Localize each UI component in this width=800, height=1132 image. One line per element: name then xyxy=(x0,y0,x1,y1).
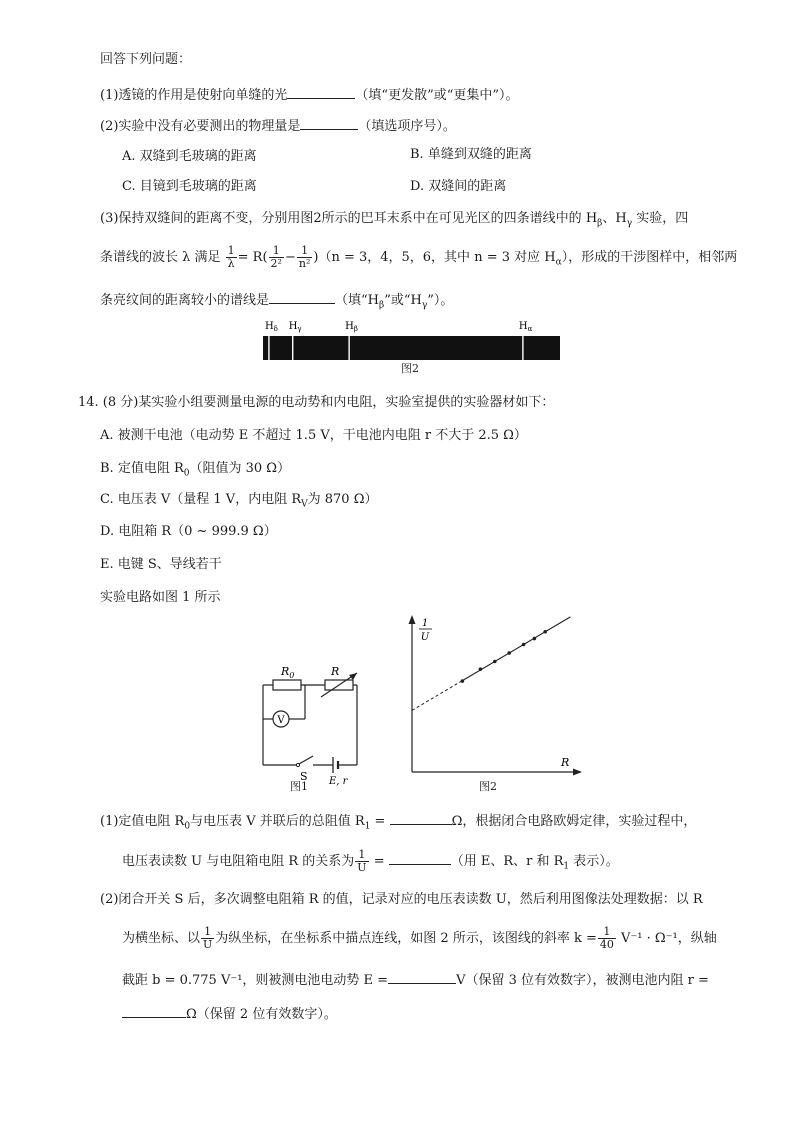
fraction xyxy=(355,849,368,874)
text: 条谱线的波长 λ 满足 xyxy=(100,250,221,265)
text: 截距 b = 0.775 V⁻¹，则被测电池电动势 E = xyxy=(122,973,389,988)
graph-figure-label: 图2 xyxy=(479,780,497,793)
subscript: V xyxy=(301,499,308,510)
q13-part2-hint: （填选项序号）。 xyxy=(358,119,456,134)
text: 为纵坐标，在坐标系中描点连线，如图 2 所示，该图线的斜率 k = xyxy=(215,931,597,946)
subscript: γ xyxy=(626,218,633,229)
subscript: α xyxy=(555,257,562,268)
subscript: 0 xyxy=(183,468,190,479)
subscript: 1 xyxy=(563,861,570,872)
text: V⁻¹ · Ω⁻¹，纵轴 xyxy=(616,931,717,946)
battery-label: E, r xyxy=(329,776,348,787)
fit-line-extrapolated xyxy=(412,681,462,711)
q13-part3-line1 xyxy=(100,210,688,233)
subscript: β xyxy=(597,218,603,229)
option-c: C. 目镜到毛玻璃的距离 xyxy=(122,179,257,194)
item-a: A. 被测干电池（电动势 E 不超过 1.5 V，干电池内电阻 r 不大于 2.5 Ω） xyxy=(100,428,527,443)
numerator: 1 xyxy=(269,245,284,258)
denominator: λ xyxy=(227,257,235,270)
resistor-r0 xyxy=(273,680,301,690)
item-d: D. 电阻箱 R（0 ~ 999.9 Ω） xyxy=(100,524,277,539)
option-b: B. 单缝到双缝的距离 xyxy=(410,147,532,162)
item-e: E. 电键 S、导线若干 xyxy=(100,557,222,572)
x-axis-label: R xyxy=(561,756,570,769)
text: = xyxy=(369,854,389,869)
circuit-caption: 实验电路如图 1 所示 xyxy=(100,590,221,605)
data-point xyxy=(479,667,483,671)
answer-blank[interactable] xyxy=(388,970,456,984)
answer-blank[interactable] xyxy=(389,851,451,865)
subscript: 1 xyxy=(364,821,371,832)
text: （填“H xyxy=(335,293,379,308)
x-axis-arrow xyxy=(573,769,582,776)
q14-header: 14. (8 分)某实验小组要测量电源的电动势和内电阻，实验室提供的实验器材如下： xyxy=(78,395,555,410)
numerator: 1 xyxy=(227,244,235,257)
y-axis-label-num: 1 xyxy=(421,618,429,629)
data-point xyxy=(522,643,526,647)
numerator: 1 xyxy=(201,926,214,939)
fraction xyxy=(297,245,313,270)
text: B. 定值电阻 R xyxy=(100,461,184,476)
text: ”或“H xyxy=(384,293,422,308)
fraction xyxy=(201,926,214,951)
spectral-line-label: $H_\beta$ xyxy=(345,321,358,333)
switch-label: S xyxy=(300,770,308,783)
text: (3)保持双缝间的距离不变，分别用图2所示的巴耳末系中在可见光区的四条谱线中的 H xyxy=(100,211,598,226)
text: ），形成的干涉图样中，相邻两 xyxy=(561,250,738,265)
q14-part2-line3 xyxy=(122,970,709,990)
text: (1)定值电阻 R xyxy=(100,814,185,829)
numerator: 1 xyxy=(355,849,368,862)
spectrum-figure-label: 图2 xyxy=(401,362,419,375)
answer-blank[interactable] xyxy=(390,811,452,825)
graph-figure xyxy=(395,610,585,780)
data-point xyxy=(507,651,511,655)
text: （阻值为 30 Ω） xyxy=(189,461,291,476)
intro-text: 回答下列问题： xyxy=(100,52,192,67)
text: C. 电压表 V（量程 1 V，内电阻 R xyxy=(100,492,302,507)
data-point xyxy=(543,630,547,634)
fraction xyxy=(269,245,284,270)
text: = R( xyxy=(237,250,268,265)
q13-part3-line3 xyxy=(100,290,453,315)
subscript: γ xyxy=(421,300,428,311)
answer-blank[interactable] xyxy=(122,1004,186,1018)
answer-blank[interactable] xyxy=(300,116,358,130)
y-axis-label-den: U xyxy=(420,632,430,643)
text: Ω，根据闭合电路欧姆定律，实验过程中， xyxy=(451,814,697,829)
text: Ω（保留 2 位有效数字）。 xyxy=(186,1007,337,1022)
q14-part2-line4 xyxy=(122,1004,337,1024)
option-a: A. 双缝到毛玻璃的距离 xyxy=(122,149,257,164)
q13-part1-text: (1)透镜的作用是使射向单缝的光 xyxy=(100,88,288,103)
denominator: U xyxy=(203,938,213,951)
item-c xyxy=(100,491,377,514)
text: = xyxy=(370,814,390,829)
text: （用 E、R、r 和 R xyxy=(450,854,564,869)
text: 为横坐标、以 xyxy=(122,931,201,946)
answer-blank[interactable] xyxy=(287,85,355,99)
text: V（保留 3 位有效数字），被测电池内阻 r = xyxy=(456,973,709,988)
circuit-figure-label: 图1 xyxy=(290,780,308,793)
fit-line xyxy=(462,617,570,681)
q14-part2-line1: (2)闭合开关 S 后，多次调整电阻箱 R 的值，记录对应的电压表读数 U，然后利用图像法处理数据：以 R xyxy=(100,892,703,907)
text: )（n = 3，4，5，6，其中 n = 3 对应 H xyxy=(313,250,556,265)
denominator: n² xyxy=(298,257,311,270)
r0-label: $R_0$ xyxy=(281,665,295,680)
switch-icon xyxy=(299,756,313,764)
option-d: D. 双缝间的距离 xyxy=(410,179,507,194)
text: 条亮纹间的距离较小的谱线是 xyxy=(100,293,270,308)
denominator: U xyxy=(357,861,367,874)
voltmeter-label: V xyxy=(277,715,285,726)
subscript: β xyxy=(379,300,385,311)
text: 与电压表 V 并联后的总阻值 R xyxy=(190,814,365,829)
q14-part2-line2 xyxy=(122,925,717,953)
numerator: 1 xyxy=(297,245,313,258)
fraction xyxy=(598,926,616,951)
r-label: R xyxy=(331,665,340,678)
subscript: 0 xyxy=(184,821,191,832)
q14-part1-line1 xyxy=(100,811,696,836)
spectral-line-label: $H_\delta$ xyxy=(264,321,278,333)
denominator: 2² xyxy=(270,257,282,270)
q13-part3-line2 xyxy=(100,244,737,277)
q14-part1-line2 xyxy=(122,848,619,881)
q13-part2 xyxy=(100,116,456,136)
spectral-line-label: $H_\gamma$ xyxy=(288,321,302,333)
spectral-line-label: $H_\alpha$ xyxy=(518,321,533,333)
q13-part1-hint: （填“更发散”或“更集中”）。 xyxy=(355,88,519,103)
numerator: 1 xyxy=(598,926,616,939)
data-point xyxy=(493,660,497,664)
data-point xyxy=(533,637,537,641)
data-point xyxy=(461,679,465,683)
circuit-diagram xyxy=(245,655,370,795)
text: 、H xyxy=(602,211,627,226)
y-axis-arrow xyxy=(409,615,416,624)
denominator: 40 xyxy=(599,938,614,951)
q13-part1 xyxy=(100,85,519,105)
fraction xyxy=(226,245,237,270)
text: 为 870 Ω） xyxy=(307,492,378,507)
spectrum-bar xyxy=(263,336,560,360)
answer-blank[interactable] xyxy=(269,290,335,304)
q13-part2-text: (2)实验中没有必要测出的物理量是 xyxy=(100,119,301,134)
text: 表示）。 xyxy=(569,854,619,869)
text: 实验，四 xyxy=(632,211,689,226)
item-b xyxy=(100,460,290,483)
text: ”）。 xyxy=(427,293,454,308)
text: − xyxy=(284,250,296,265)
text: 电压表读数 U 与电阻箱电阻 R 的关系为 xyxy=(122,854,355,869)
